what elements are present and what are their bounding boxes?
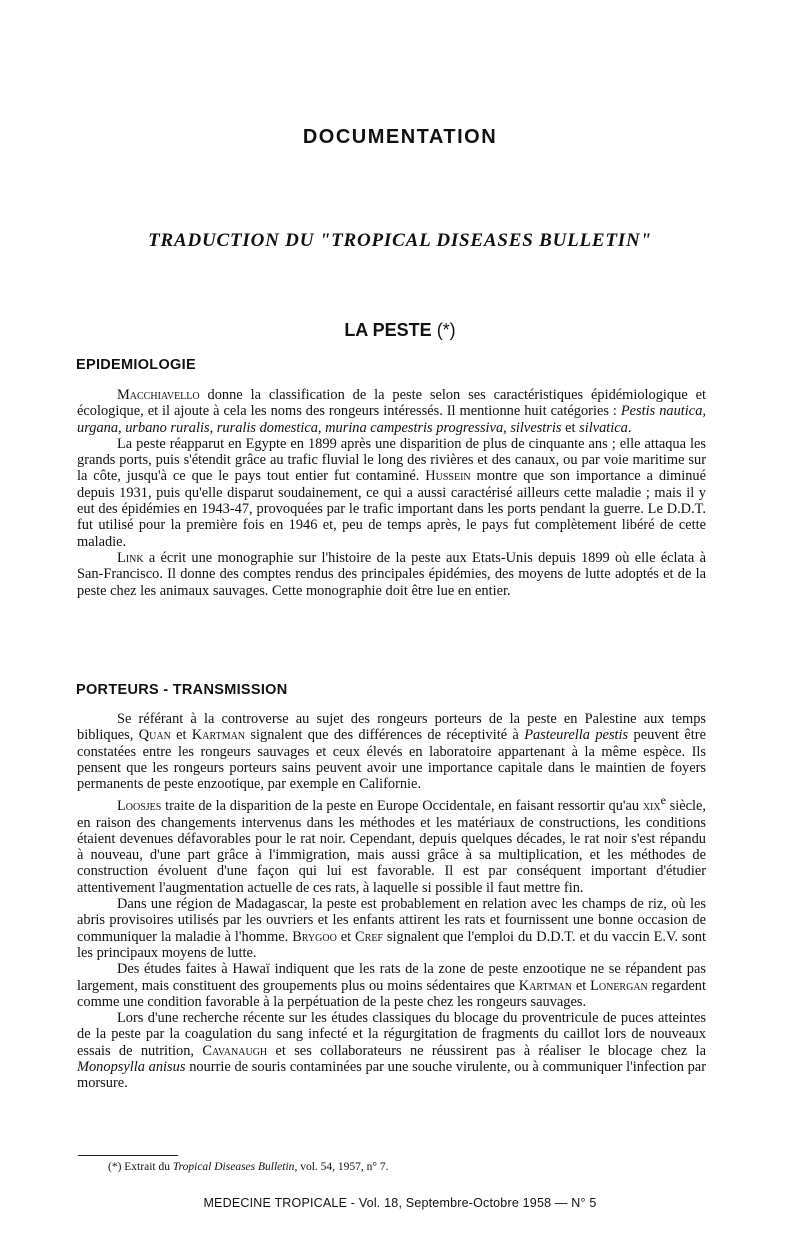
paragraph-text: signalent que des différences de réceptivité à: [245, 727, 525, 744]
paragraph-text: nourrie de souris contaminées par une souche virulente, ou à communiquer l'infection par morsure.: [77, 1059, 706, 1092]
paragraph: [77, 961, 706, 1010]
footnote-text: (*) Extrait du: [108, 1161, 173, 1173]
footnote-text: , vol. 54, 1957, n° 7.: [294, 1161, 389, 1173]
paragraph: [77, 1010, 706, 1091]
author-name: Quan: [138, 727, 171, 744]
footnote-source: Tropical Diseases Bulletin: [172, 1161, 295, 1173]
paragraph: [77, 711, 706, 792]
paragraph-text: Dans une région de Madagascar, la peste est probablement en relation avec les champs de riz, où les abris provisoires utilisés par les ouvriers et les enfants attirent les rats et fournissent une bonne occasion de communiquer la maladie à l'homme.: [77, 896, 706, 945]
paragraph: [77, 792, 706, 896]
species-name: Monopsylla anisus: [77, 1059, 186, 1076]
paragraph-text: regardent comme une condition favorable à la perpétuation de la peste chez les rongeurs sauvages.: [77, 977, 706, 1010]
page-subtitle: TRADUCTION DU "TROPICAL DISEASES BULLETIN": [148, 230, 652, 251]
paragraph: [77, 387, 706, 436]
author-name: Brygoo: [292, 928, 337, 945]
paragraph-text: .: [627, 419, 632, 436]
paragraph-text: montre que son importance a diminué depuis 1931, puis qu'elle disparut soudainement, ce qui a aussi caractérisé ailleurs cette maladie ; mais il y eut des épidémies en 1943-47, provoquées par le trafic important dans les ports pendant la guerre. Le D.D.T. fut utilisé pour la première fois en 1946 et, peu de temps après, le pays fut complètement libéré de cette maladie.: [77, 468, 706, 550]
paragraph-text: et: [170, 727, 192, 744]
species-list: Pestis nautica, urgana, urbano ruralis, ruralis domestica, murina campestris progressiva, silvestris: [77, 403, 706, 436]
paragraph-text: et ses collaborateurs ne réussirent pas à réaliser le blocage chez la: [267, 1042, 706, 1059]
species-name: Pasteurella pestis: [524, 727, 629, 744]
author-name: Kartman: [518, 977, 572, 994]
article-title-text: LA PESTE: [344, 320, 432, 340]
author-name: Cref: [355, 928, 383, 945]
section-body-porteurs: [77, 711, 706, 1092]
footnote-divider: [78, 1155, 178, 1156]
section-heading-epidemiologie: EPIDEMIOLOGIE: [76, 357, 196, 373]
paragraph: [77, 896, 706, 961]
article-title: [0, 320, 800, 341]
paragraph-text: et: [336, 928, 356, 945]
page-title: DOCUMENTATION: [302, 126, 498, 148]
paragraph-text: et: [571, 977, 591, 994]
paragraph-text: donne la classification de la peste selon ses caractéristiques épidémiologique et écologique, et il ajoute à cela les noms des rongeurs intéressés. Il mentionne huit catégories :: [77, 387, 706, 420]
section-body-epidemiologie: [77, 387, 706, 599]
paragraph: [77, 550, 706, 599]
paragraph: [77, 436, 706, 550]
author-name: Cavanaugh: [202, 1042, 268, 1059]
footnote: [108, 1161, 388, 1173]
author-name: Loosjes: [117, 798, 162, 815]
paragraph-text: La peste réapparut en Egypte en 1899 après une disparition de plus de cinquante ans ; elle attaqua les grands ports, puis s'étendit grâce au trafic fluvial le long des rivières et des canaux, ou par voie maritime sur la côte, jusqu'à ce que le pays tout entier fut contaminé.: [77, 435, 706, 485]
page-footer: MEDECINE TROPICALE - Vol. 18, Septembre-Octobre 1958 — N° 5: [203, 1196, 597, 1210]
author-name: Macchiavello: [117, 387, 200, 403]
paragraph-text: traite de la disparition de la peste en Europe Occidentale, en faisant ressortir qu'au: [161, 798, 643, 815]
century-numeral: xix: [642, 798, 661, 815]
paragraph-text: a écrit une monographie sur l'histoire de la peste aux Etats-Unis depuis 1899 où elle éclata à San-Francisco. Il donne des comptes rendus des principales épidémies, des moyens de lutte adoptés et de la peste chez les animaux sauvages. Cette monographie doit être lue en entier.: [77, 549, 706, 599]
paragraph-text: signalent que l'emploi du D.D.T. et du vaccin E.V. sont les principaux moyens de lutte.: [77, 928, 707, 961]
paragraph-text: Des études faites à Hawaï indiquent que les rats de la zone de peste enzootique ne se répandent pas largement, mais constituent des groupements plus ou moins sédentaires que: [77, 961, 706, 994]
footnote-marker: (*): [436, 320, 456, 340]
author-name: Kartman: [191, 727, 246, 744]
paragraph-text: et: [561, 419, 580, 436]
paragraph-text: peuvent être constatées entre les rongeurs sauvages et ceux élevés en laboratoire appartenant à la même espèce. Ils pensent que les rongeurs porteurs sains peuvent avoir une importance capitale dans le maintien de foyers permanents de peste enzootique, par exemple en Californie.: [77, 727, 706, 793]
paragraph-text: Lors d'une recherche récente sur les études classiques du blocage du proventricule de puces atteintes de la peste par la coagulation du sang infecté et la régurgitation de fragments du caillot lors de nouveaux essais de nutrition,: [77, 1010, 706, 1059]
species-name: silvatica: [579, 419, 628, 436]
author-name: Link: [117, 549, 144, 566]
author-name: Hussein: [425, 468, 471, 485]
section-heading-porteurs: PORTEURS - TRANSMISSION: [76, 682, 288, 698]
paragraph-text: Se référant à la controverse au sujet des rongeurs porteurs de la peste en Palestine aux temps bibliques,: [77, 711, 706, 744]
century-suffix: e: [660, 793, 666, 808]
paragraph-text: siècle, en raison des changements intervenus dans les méthodes et les matériaux de constructions, les conditions étaient devenues défavorables pour le rat noir. Cependant, depuis quelques décades, le rat noir s'est répandu à nouveau, d'une part grâce à l'immigration, mais aussi grâce à sa multiplication, et les méthodes de construction évoluent d'une façon qui lui est favorable. Il est par conséquent important d'étudier attentivement l'augmentation actuelle de ces rats, à laquelle si possible il faut mettre fin.: [77, 798, 706, 896]
author-name: Lonergan: [590, 977, 648, 994]
